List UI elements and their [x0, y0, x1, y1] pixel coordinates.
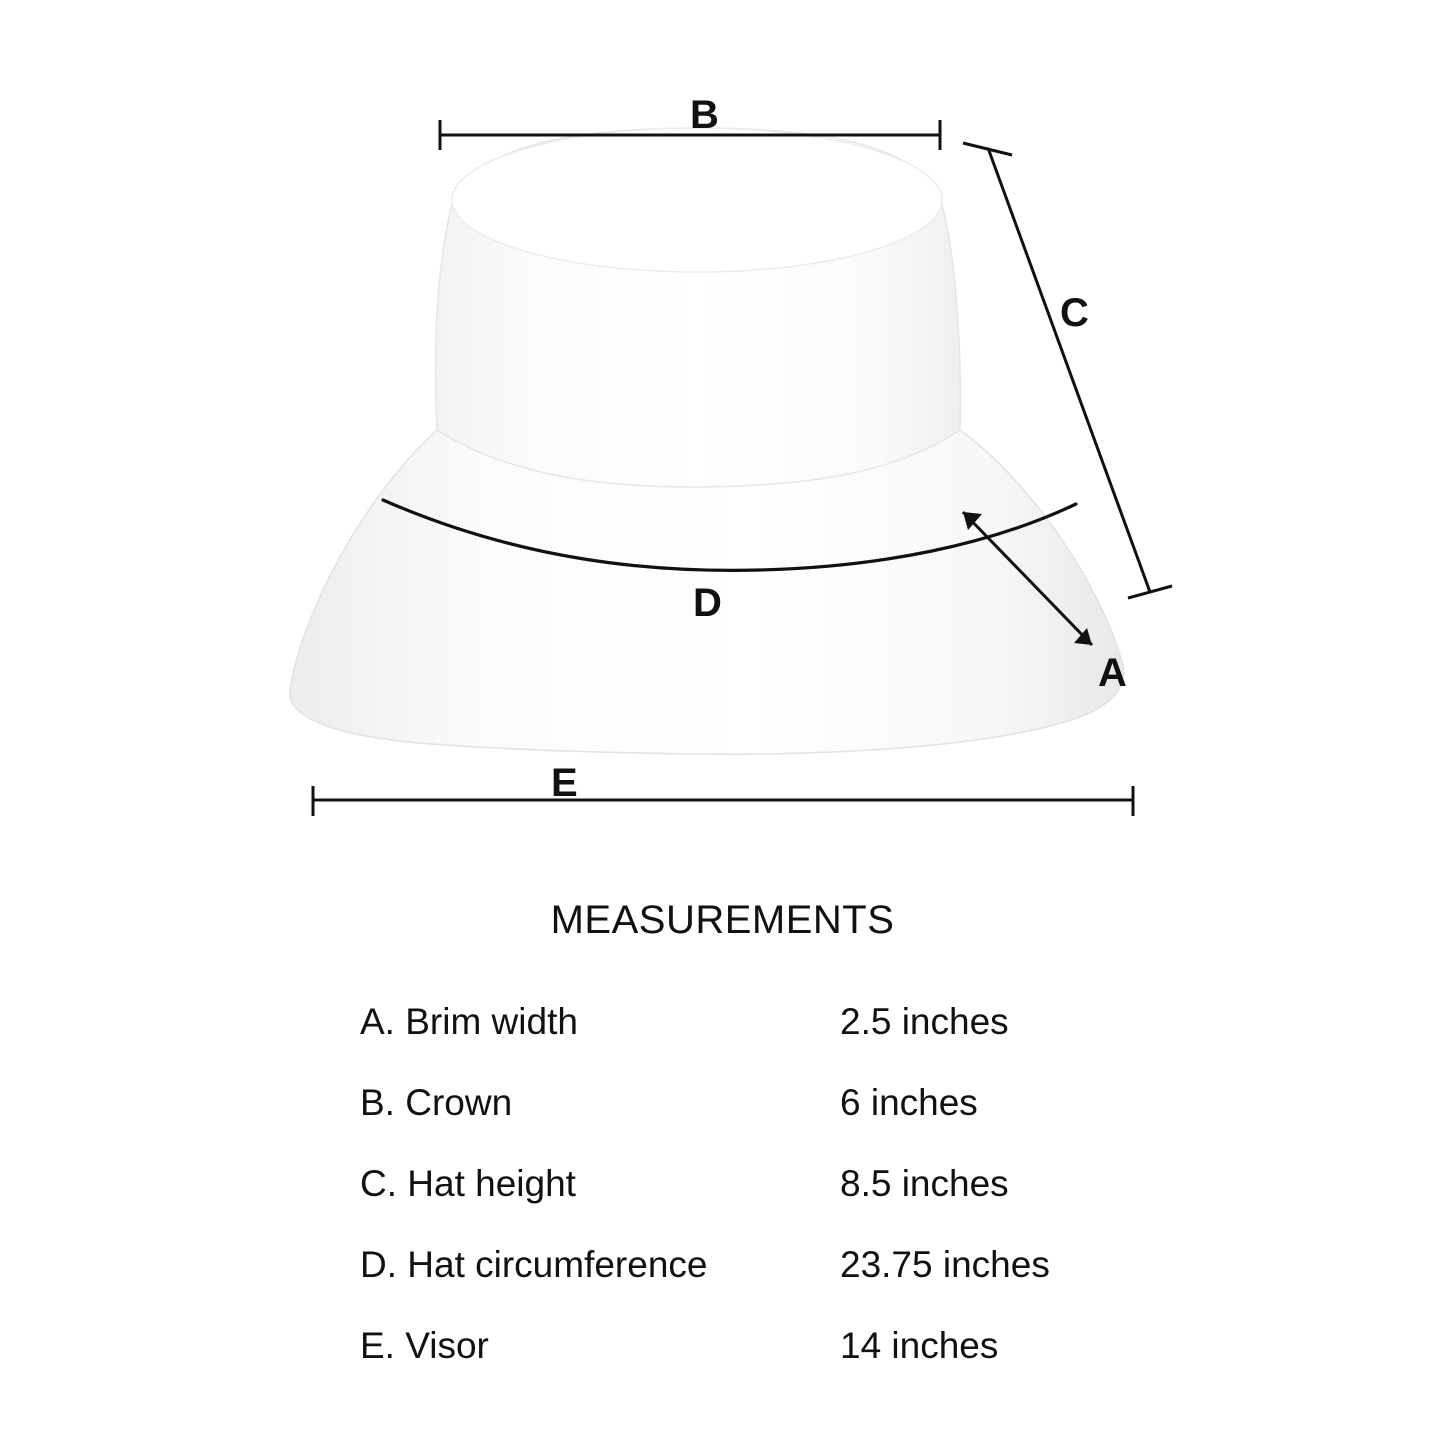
- measurement-name: A. Brim width: [360, 1000, 578, 1042]
- measurements-table: [0, 981, 1445, 1386]
- hat-illustration: [290, 128, 1124, 754]
- row-spacer: [0, 1062, 360, 1143]
- measurement-name: C. Hat height: [360, 1162, 576, 1204]
- dimension-e-line: [313, 786, 1133, 816]
- measurement-value: 2.5 inches: [840, 1000, 1009, 1042]
- dimension-label-d: D: [693, 581, 722, 625]
- row-spacer: [0, 1305, 360, 1386]
- measurements-section: [0, 880, 1445, 1386]
- measurement-value: 6 inches: [840, 1081, 978, 1123]
- row-spacer: [0, 981, 360, 1062]
- table-row: [0, 1224, 1445, 1305]
- measurement-name: B. Crown: [360, 1081, 513, 1123]
- measurement-value: 14 inches: [840, 1324, 999, 1366]
- measurement-name: E. Visor: [360, 1324, 489, 1366]
- table-row: [0, 1062, 1445, 1143]
- measurement-name: D. Hat circumference: [360, 1243, 708, 1285]
- table-row: [0, 981, 1445, 1062]
- measurement-value: 8.5 inches: [840, 1162, 1009, 1204]
- dimension-label-b: B: [690, 93, 719, 137]
- dimension-label-a: A: [1098, 651, 1127, 695]
- table-row: [0, 1305, 1445, 1386]
- row-spacer: [0, 1224, 360, 1305]
- dimension-label-e: E: [551, 761, 578, 805]
- row-spacer: [0, 1143, 360, 1224]
- dimension-label-c: C: [1060, 291, 1089, 335]
- table-row: [0, 1143, 1445, 1224]
- measurement-value: 23.75 inches: [840, 1243, 1050, 1285]
- measurements-title: MEASUREMENTS: [550, 898, 895, 942]
